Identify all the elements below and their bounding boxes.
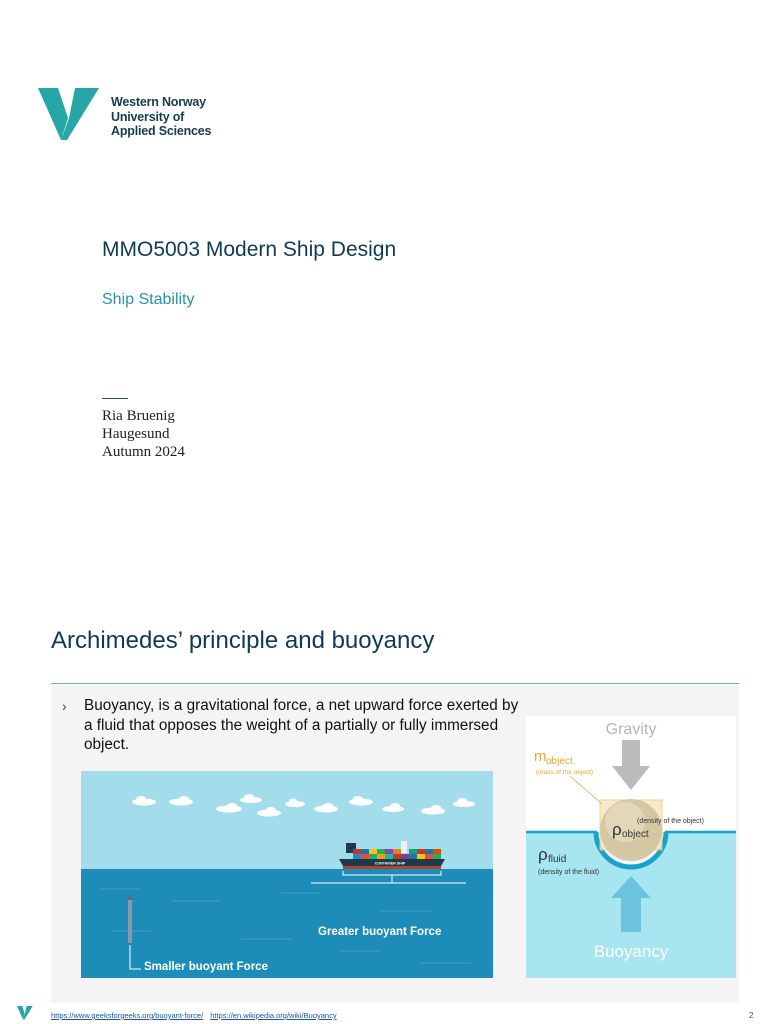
- course-title: MMO5003 Modern Ship Design: [102, 238, 397, 261]
- rho-fluid-symbol: ρ: [538, 845, 548, 864]
- footer-logo-icon: [17, 1006, 33, 1020]
- title-divider: [51, 683, 739, 684]
- gravity-label: Gravity: [605, 721, 657, 738]
- m-desc: (mass of the object): [536, 769, 594, 776]
- bullet-text: Buoyancy, is a gravitational force, a net upward force exerted by a fluid that opposes the weight of a partially or fully immersed object.: [84, 697, 519, 753]
- smaller-buoyant-force-label: Smaller buoyant Force: [144, 961, 268, 973]
- m-sub: object: [546, 756, 573, 767]
- bullet-marker: ›: [62, 698, 67, 714]
- greater-buoyant-force-label: Greater buoyant Force: [318, 926, 442, 938]
- ship-buoyancy-illustration: [81, 771, 493, 978]
- author-name: Ria Bruenig: [102, 408, 175, 424]
- rho-object-desc: (density of the object): [637, 818, 704, 825]
- divider: [102, 398, 128, 399]
- course-subtitle: Ship Stability: [102, 291, 195, 308]
- term: Autumn 2024: [102, 444, 185, 460]
- university-logo-icon: [38, 88, 100, 142]
- source-link-wikipedia[interactable]: https://en.wikipedia.org/wiki/Buoyancy: [210, 1011, 337, 1020]
- rho-fluid-desc: (density of the fluid): [538, 869, 600, 876]
- university-name-line1: Western Norway: [111, 95, 206, 109]
- sea: [81, 869, 493, 978]
- rho-object-symbol: ρ: [612, 820, 622, 839]
- buoyancy-diagram: [526, 716, 736, 978]
- page-number: 2: [749, 1011, 754, 1020]
- slide-title: Archimedes’ principle and buoyancy: [51, 627, 435, 654]
- rho-object-sub: object: [622, 829, 649, 840]
- pole: [128, 897, 132, 943]
- ship-hull-label: CONTAINER SHIP: [374, 861, 406, 866]
- university-name: [111, 95, 211, 139]
- m-symbol: m: [534, 748, 547, 765]
- footer-links: [51, 1011, 342, 1020]
- university-name-line3: Applied Sciences: [111, 124, 212, 138]
- location: Haugesund: [102, 426, 170, 442]
- source-link-geeksforgeeks[interactable]: https://www.geeksforgeeks.org/buoyant-force/: [51, 1011, 204, 1020]
- university-name-line2: University of: [111, 109, 185, 124]
- rho-fluid-sub: fluid: [548, 854, 567, 865]
- buoyancy-label: Buoyancy: [593, 942, 669, 961]
